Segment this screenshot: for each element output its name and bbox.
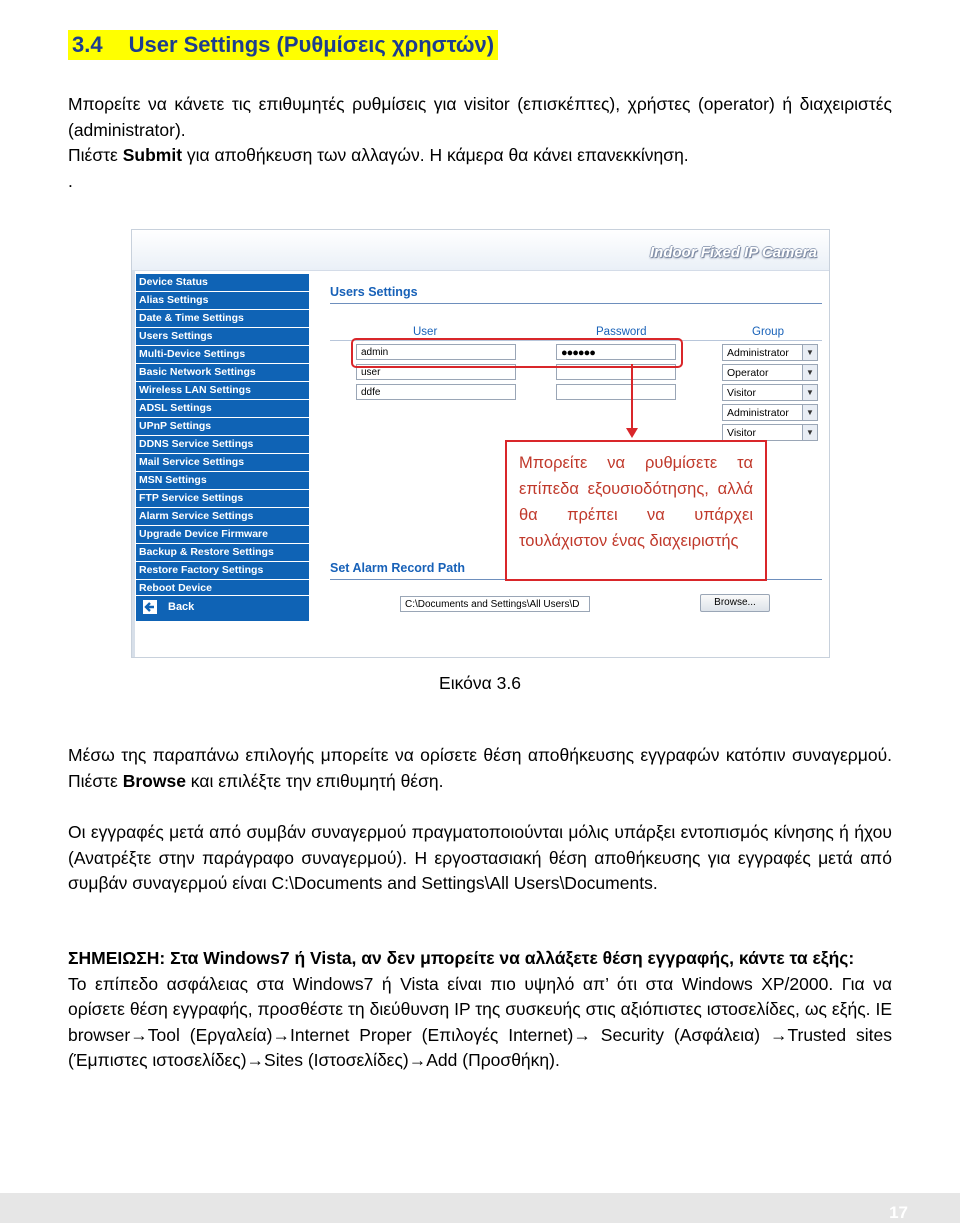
note-text-2: Tool (Εργαλεία): [147, 1024, 273, 1045]
menu-item-reboot-device[interactable]: Reboot Device: [136, 580, 309, 598]
section-title: User Settings (Ρυθμίσεις χρηστών): [128, 32, 495, 57]
record-path-field[interactable]: C:\Documents and Settings\All Users\D: [400, 596, 590, 612]
menu-item-wireless-lan-settings[interactable]: Wireless LAN Settings: [136, 382, 309, 400]
callout-text: Μπορείτε να ρυθμίσετε τα επίπεδα εξουσιοδότησης, αλλά θα πρέπει να υπάρχει τουλάχιστον ένας διαχειριστής: [519, 454, 753, 550]
group-select-5-value: Visitor: [727, 427, 756, 439]
menu-item-alias-settings[interactable]: Alias Settings: [136, 292, 309, 310]
group-select-4-value: Administrator: [727, 407, 789, 419]
group-select-1[interactable]: [722, 344, 818, 361]
note-text-3: Internet Proper (Επιλογές Internet): [289, 1024, 574, 1045]
user-field-2[interactable]: user: [356, 364, 516, 380]
note-text-7: Add (Προσθήκη).: [426, 1050, 560, 1070]
menu-item-mail-service-settings[interactable]: Mail Service Settings: [136, 454, 309, 472]
section-heading: [68, 30, 498, 60]
note-heading: ΣΗΜΕΙΩΣΗ: Στα Windows7 ή Vista, αν δεν μπορείτε να αλλάξετε θέση εγγραφής, κάντε τα εξής:: [68, 948, 855, 968]
menu-item-users-settings[interactable]: Users Settings: [136, 328, 309, 346]
arrow-icon: →: [130, 1024, 148, 1045]
submit-keyword: Submit: [122, 145, 183, 165]
chevron-down-icon: ▼: [802, 425, 817, 440]
back-arrow-icon: [142, 599, 158, 615]
group-select-2-value: Operator: [727, 367, 769, 379]
note-paragraph: [68, 946, 892, 1074]
settings-menu: [136, 274, 309, 621]
note-text-6: Sites (Ιστοσελίδες): [264, 1050, 409, 1070]
menu-item-ftp-service-settings[interactable]: FTP Service Settings: [136, 490, 309, 508]
recording-paragraph: Οι εγγραφές μετά από συμβάν συναγερμού πραγματοποιούνται μόλις υπάρξει εντοπισμός κίνησης ή ήχου (Ανατρέξτε στην παράγραφο συναγερμού). Η εργοστασιακή θέση αποθήκευσης για εγγραφές μετά από συμβάν συναγερμού είναι C:\Documents and Settings\All Users\Documents.: [68, 822, 892, 893]
column-header-group: Group: [752, 326, 784, 338]
menu-item-upnp-settings[interactable]: UPnP Settings: [136, 418, 309, 436]
users-settings-divider: [330, 303, 822, 304]
back-button[interactable]: [136, 595, 309, 620]
menu-item-alarm-service-settings[interactable]: Alarm Service Settings: [136, 508, 309, 526]
section-number: 3.4: [72, 32, 103, 57]
callout-connector-line: [631, 364, 633, 432]
arrow-icon: →: [573, 1024, 591, 1045]
menu-item-basic-network-settings[interactable]: Basic Network Settings: [136, 364, 309, 382]
back-label: Back: [168, 601, 195, 613]
group-select-2[interactable]: [722, 364, 818, 381]
note-text-5: Trusted sites (Έμπιστες ιστοσελίδες): [68, 1024, 893, 1070]
admin-row-highlight: [351, 338, 683, 368]
intro-line-2-pre: Πιέστε: [68, 145, 123, 165]
arrow-icon: →: [408, 1050, 427, 1070]
menu-item-adsl-settings[interactable]: ADSL Settings: [136, 400, 309, 418]
figure-caption: Εικόνα 3.6: [439, 673, 521, 693]
intro-dot: .: [68, 170, 73, 191]
menu-item-restore-factory-settings[interactable]: Restore Factory Settings: [136, 562, 309, 580]
alarm-record-path-title: Set Alarm Record Path: [330, 561, 465, 575]
group-select-1-value: Administrator: [727, 347, 789, 359]
chevron-down-icon: ▼: [802, 345, 817, 360]
browse-button[interactable]: Browse...: [700, 594, 770, 612]
menu-item-date-time-settings[interactable]: Date & Time Settings: [136, 310, 309, 328]
users-settings-title: Users Settings: [330, 285, 418, 299]
browse-paragraph: [68, 743, 892, 794]
menu-item-ddns-service-settings[interactable]: DDNS Service Settings: [136, 436, 309, 454]
arrow-icon: →: [769, 1024, 788, 1045]
password-field-1[interactable]: ●●●●●●: [556, 344, 676, 360]
left-border-strip: [132, 270, 135, 657]
intro-line-1: Μπορείτε να κάνετε τις επιθυμητές ρυθμίσεις για visitor (επισκέπτες), χρήστες (operator) ή διαχειριστές (administrator).: [68, 94, 892, 140]
browse-paragraph-post: και επιλέξτε την επιθυμητή θέση.: [185, 770, 444, 791]
user-field-1[interactable]: admin: [356, 344, 516, 360]
column-header-password: Password: [596, 326, 647, 338]
group-select-5[interactable]: [722, 424, 818, 441]
group-select-3[interactable]: [722, 384, 818, 401]
camera-header-bar: [132, 230, 829, 271]
authorization-callout: [505, 440, 767, 581]
menu-item-upgrade-device-firmware[interactable]: Upgrade Device Firmware: [136, 526, 309, 544]
group-select-4[interactable]: [722, 404, 818, 421]
note-text-4: Security (Ασφάλεια): [590, 1024, 770, 1045]
callout-arrow-icon: [626, 428, 638, 440]
user-field-3[interactable]: ddfe: [356, 384, 516, 400]
browse-paragraph-pre: Μέσω της παραπάνω επιλογής μπορείτε να ορίσετε θέση αποθήκευσης εγγραφών κατόπιν συναγερμού. Πιέστε: [68, 745, 892, 791]
chevron-down-icon: ▼: [802, 365, 817, 380]
menu-item-device-status[interactable]: Device Status: [136, 274, 309, 292]
chevron-down-icon: ▼: [802, 385, 817, 400]
column-header-user: User: [413, 326, 438, 338]
intro-line-2-post: για αποθήκευση των αλλαγών. Η κάμερα θα κάνει επανεκκίνηση.: [182, 145, 689, 165]
menu-item-backup-restore-settings[interactable]: Backup & Restore Settings: [136, 544, 309, 562]
menu-item-multi-device-settings[interactable]: Multi-Device Settings: [136, 346, 309, 364]
chevron-down-icon: ▼: [802, 405, 817, 420]
password-field-3[interactable]: [556, 384, 676, 400]
menu-item-msn-settings[interactable]: MSN Settings: [136, 472, 309, 490]
group-select-3-value: Visitor: [727, 387, 756, 399]
browse-keyword: Browse: [122, 770, 186, 791]
intro-paragraph: [68, 92, 892, 194]
arrow-icon: →: [272, 1024, 290, 1045]
page-footer: [0, 1193, 960, 1223]
product-title: Indoor Fixed IP Camera: [650, 244, 817, 261]
note-text-1: Το επίπεδο ασφάλειας στα Windows7 ή Vista είναι πιο υψηλό απ’ ότι στα Windows XP/2000. Για να ορίσετε θέση εγγραφής, προσθέστε τη διεύθυνση IP της συσκευής στις αξιόπιστες ιστοσελίδες, ως εξής. IE browser: [68, 973, 892, 1045]
arrow-icon: →: [246, 1050, 265, 1070]
page-number: 17: [889, 1203, 908, 1222]
